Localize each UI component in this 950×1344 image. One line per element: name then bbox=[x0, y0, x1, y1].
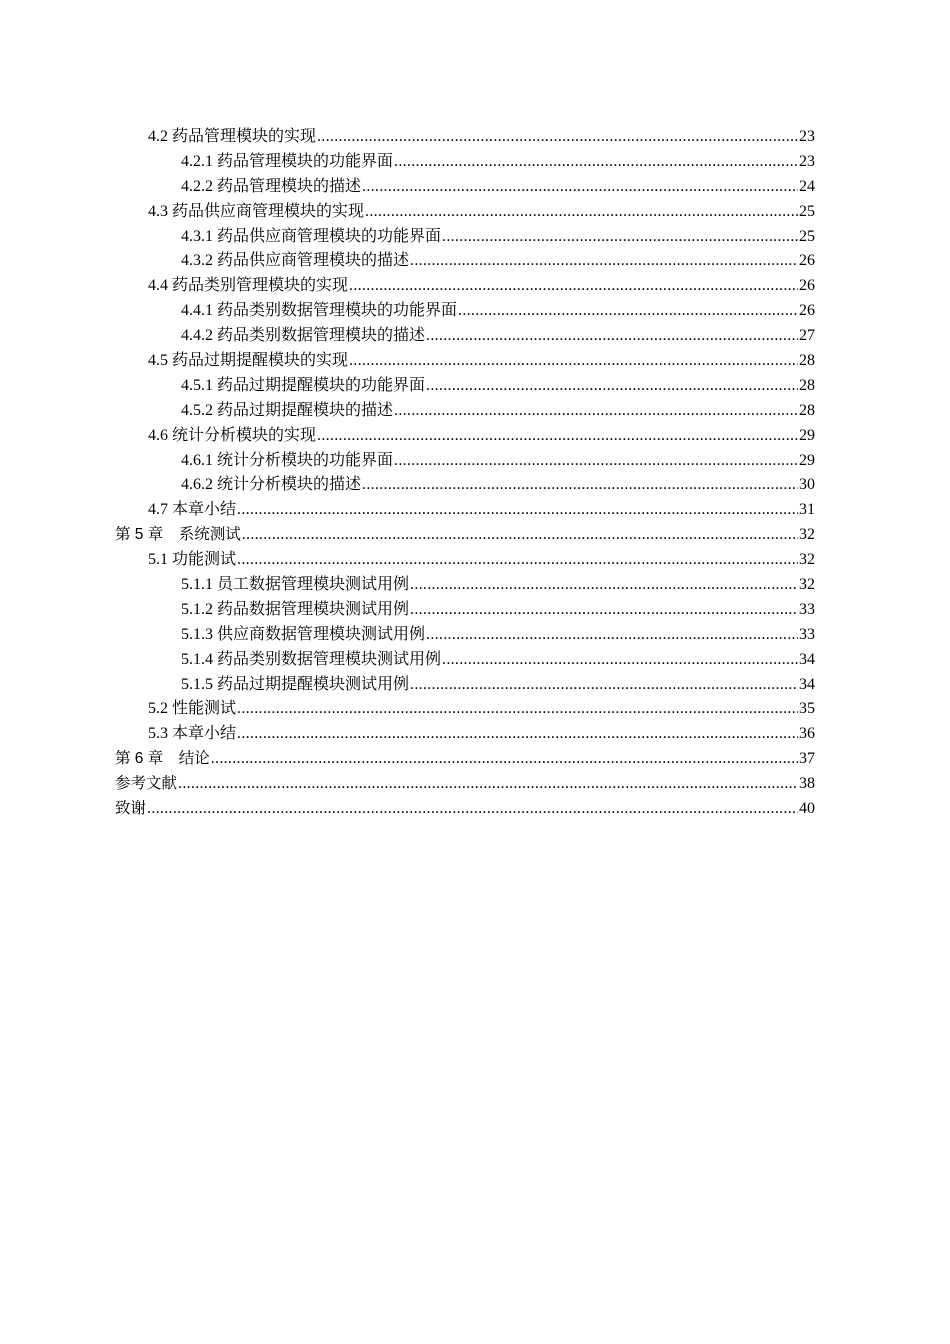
toc-dot-leader bbox=[426, 374, 798, 399]
toc-dot-leader bbox=[458, 299, 798, 324]
toc-entry-title: 4.6.1 统计分析模块的功能界面 bbox=[181, 451, 394, 469]
toc-entry-title: 4.6 统计分析模块的实现 bbox=[148, 426, 317, 444]
toc-entry-title: 4.2.2 药品管理模块的描述 bbox=[181, 177, 362, 195]
toc-dot-leader bbox=[237, 498, 798, 523]
toc-entry-title: 4.5.2 药品过期提醒模块的描述 bbox=[181, 401, 394, 419]
toc-entry-page-number: 32 bbox=[799, 551, 815, 569]
toc-entry-page-number: 28 bbox=[799, 352, 815, 370]
toc-entry-title: 5.3 本章小结 bbox=[148, 725, 237, 743]
toc-entry-title: 5.2 性能测试 bbox=[148, 700, 237, 718]
toc-entry-page-number: 28 bbox=[799, 401, 815, 419]
toc-dot-leader bbox=[362, 473, 798, 498]
toc-entry[interactable] bbox=[115, 200, 815, 225]
toc-entry-page-number: 40 bbox=[799, 800, 815, 818]
toc-dot-leader bbox=[362, 175, 798, 200]
toc-dot-leader bbox=[365, 200, 798, 225]
toc-dot-leader bbox=[147, 797, 798, 822]
toc-dot-leader bbox=[410, 249, 798, 274]
toc-entry-page-number: 29 bbox=[799, 426, 815, 444]
toc-entry[interactable] bbox=[115, 249, 815, 274]
toc-entry-title: 第 6 章 结论 bbox=[115, 750, 210, 768]
toc-entry[interactable] bbox=[115, 324, 815, 349]
toc-dot-leader bbox=[237, 697, 798, 722]
toc-entry-title: 致谢 bbox=[115, 800, 147, 818]
toc-entry-title: 第 5 章 系统测试 bbox=[115, 526, 241, 544]
toc-entry-title: 5.1.1 员工数据管理模块测试用例 bbox=[181, 576, 410, 594]
toc-dot-leader bbox=[211, 747, 798, 772]
toc-dot-leader bbox=[317, 125, 798, 150]
toc-entry-page-number: 23 bbox=[799, 128, 815, 145]
toc-entry-page-number: 24 bbox=[799, 177, 815, 195]
toc-entry-title: 5.1 功能测试 bbox=[148, 551, 237, 569]
toc-entry-page-number: 26 bbox=[799, 302, 815, 320]
toc-entry-page-number: 38 bbox=[799, 775, 815, 793]
toc-entry-title: 4.2.1 药品管理模块的功能界面 bbox=[181, 152, 394, 170]
toc-entry[interactable] bbox=[115, 399, 815, 424]
toc-entry[interactable] bbox=[115, 623, 815, 648]
toc-entry[interactable] bbox=[115, 673, 815, 698]
toc-entry[interactable] bbox=[115, 125, 815, 150]
toc-dot-leader bbox=[317, 424, 798, 449]
toc-entry-page-number: 36 bbox=[799, 725, 815, 743]
toc-entry[interactable] bbox=[115, 548, 815, 573]
toc-entry-page-number: 27 bbox=[799, 327, 815, 345]
toc-dot-leader bbox=[178, 772, 798, 797]
toc-entry[interactable] bbox=[115, 424, 815, 449]
toc-entry-page-number: 31 bbox=[799, 501, 815, 519]
toc-entry[interactable] bbox=[115, 175, 815, 200]
toc-entry[interactable] bbox=[115, 523, 815, 548]
toc-entry-title: 4.3.2 药品供应商管理模块的描述 bbox=[181, 252, 410, 270]
toc-dot-leader bbox=[237, 548, 798, 573]
toc-entry-page-number: 33 bbox=[799, 600, 815, 618]
toc-entry-title: 4.7 本章小结 bbox=[148, 501, 237, 519]
toc-entry-page-number: 32 bbox=[799, 576, 815, 594]
toc-entry-page-number: 29 bbox=[799, 451, 815, 469]
toc-dot-leader bbox=[394, 150, 798, 175]
toc-entry[interactable] bbox=[115, 349, 815, 374]
toc-entry[interactable] bbox=[115, 374, 815, 399]
toc-dot-leader bbox=[410, 573, 798, 598]
toc-entry-page-number: 23 bbox=[799, 152, 815, 170]
toc-entry-title: 4.5.1 药品过期提醒模块的功能界面 bbox=[181, 376, 426, 394]
toc-dot-leader bbox=[394, 449, 798, 474]
toc-entry-title: 4.4 药品类别管理模块的实现 bbox=[148, 277, 349, 295]
toc-entry-title: 4.6.2 统计分析模块的描述 bbox=[181, 476, 362, 494]
toc-entry[interactable] bbox=[115, 274, 815, 299]
toc-entry-page-number: 28 bbox=[799, 376, 815, 394]
toc-entry-page-number: 25 bbox=[799, 227, 815, 245]
toc-entry-title: 5.1.4 药品类别数据管理模块测试用例 bbox=[181, 650, 442, 668]
toc-entry-page-number: 26 bbox=[799, 252, 815, 270]
toc-entry[interactable] bbox=[115, 772, 815, 797]
toc-entry-title: 4.3.1 药品供应商管理模块的功能界面 bbox=[181, 227, 442, 245]
toc-entry-title: 5.1.2 药品数据管理模块测试用例 bbox=[181, 600, 410, 618]
toc-dot-leader bbox=[410, 598, 798, 623]
toc-entry[interactable] bbox=[115, 648, 815, 673]
toc-entry-page-number: 33 bbox=[799, 625, 815, 643]
toc-entry-page-number: 34 bbox=[799, 675, 815, 693]
toc-entry-title: 5.1.3 供应商数据管理模块测试用例 bbox=[181, 625, 426, 643]
toc-entry[interactable] bbox=[115, 299, 815, 324]
toc-entry[interactable] bbox=[115, 573, 815, 598]
toc-entry-page-number: 25 bbox=[799, 202, 815, 220]
toc-dot-leader bbox=[242, 523, 798, 548]
toc-entry-title: 4.4.1 药品类别数据管理模块的功能界面 bbox=[181, 302, 458, 320]
table-of-contents bbox=[115, 125, 815, 822]
toc-entry[interactable] bbox=[115, 150, 815, 175]
toc-entry-title: 参考文献 bbox=[115, 775, 178, 793]
toc-entry-page-number: 35 bbox=[799, 700, 815, 718]
toc-dot-leader bbox=[442, 225, 798, 250]
toc-entry-title: 4.2 药品管理模块的实现 bbox=[148, 128, 317, 145]
toc-entry-page-number: 34 bbox=[799, 650, 815, 668]
toc-entry-title: 4.4.2 药品类别数据管理模块的描述 bbox=[181, 327, 426, 345]
toc-dot-leader bbox=[426, 324, 798, 349]
toc-entry[interactable] bbox=[115, 598, 815, 623]
toc-entry[interactable] bbox=[115, 697, 815, 722]
toc-entry-page-number: 32 bbox=[799, 526, 815, 544]
toc-entry-title: 4.3 药品供应商管理模块的实现 bbox=[148, 202, 365, 220]
toc-dot-leader bbox=[349, 274, 798, 299]
toc-dot-leader bbox=[426, 623, 798, 648]
toc-dot-leader bbox=[410, 673, 798, 698]
toc-entry[interactable] bbox=[115, 473, 815, 498]
toc-entry[interactable] bbox=[115, 722, 815, 747]
toc-entry-title: 5.1.5 药品过期提醒模块测试用例 bbox=[181, 675, 410, 693]
toc-entry-title: 4.5 药品过期提醒模块的实现 bbox=[148, 352, 349, 370]
toc-dot-leader bbox=[349, 349, 798, 374]
toc-entry[interactable] bbox=[115, 449, 815, 474]
toc-entry-page-number: 30 bbox=[799, 476, 815, 494]
toc-entry-page-number: 37 bbox=[799, 750, 815, 768]
toc-dot-leader bbox=[442, 648, 798, 673]
toc-entry[interactable] bbox=[115, 498, 815, 523]
toc-entry[interactable] bbox=[115, 747, 815, 772]
toc-entry[interactable] bbox=[115, 225, 815, 250]
toc-entry-page-number: 26 bbox=[799, 277, 815, 295]
toc-dot-leader bbox=[237, 722, 798, 747]
toc-entry[interactable] bbox=[115, 797, 815, 822]
toc-dot-leader bbox=[394, 399, 798, 424]
